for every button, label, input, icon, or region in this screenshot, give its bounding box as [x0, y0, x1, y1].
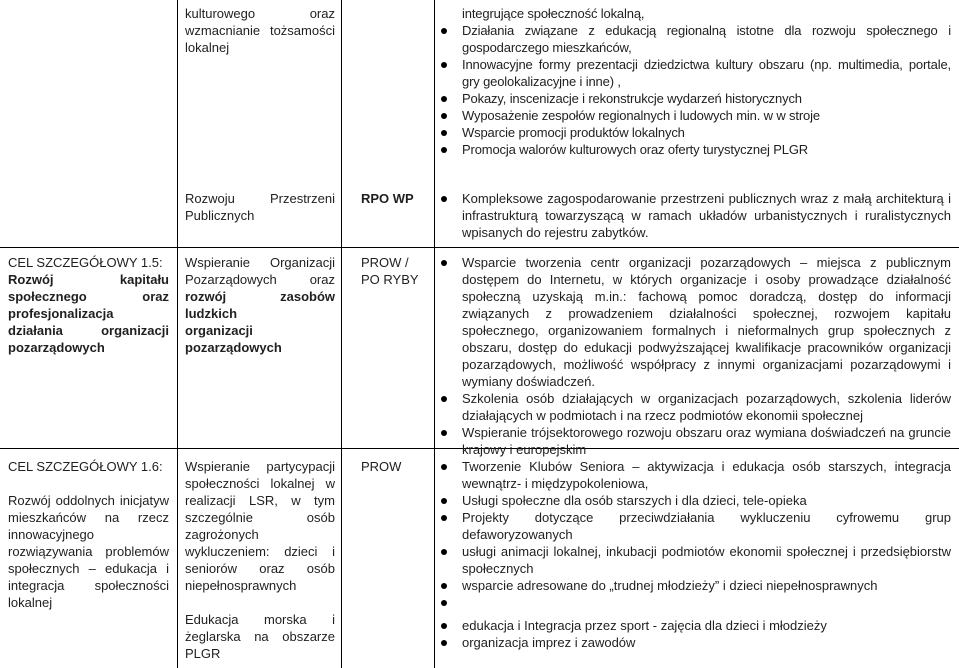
area-text: oraz	[309, 272, 335, 287]
list-item	[434, 634, 951, 651]
goal-text: Rozwój kapitału społecznego oraz profesjonalizacja działania organizacji pozarządowych	[8, 272, 169, 355]
area-text: LSR,	[248, 493, 278, 508]
bullet-icon	[441, 28, 447, 34]
bullet-icon	[441, 62, 447, 68]
action-text: Działania związane z edukacją regionalną istotne dla rozwoju społecznego i gospodarczego mieszkańców,	[462, 23, 951, 55]
bullet-icon	[441, 549, 447, 555]
program-label: RPO WP	[361, 191, 414, 206]
action-text: usługi animacji lokalnej, inkubacji podmiotów ekonomii społecznej i przedsiębiorstw społecznych	[462, 544, 951, 576]
bullet-icon	[441, 600, 447, 606]
bullet-icon	[441, 515, 447, 521]
area-text: szczególnie	[185, 510, 253, 525]
row4-area-cell	[185, 458, 335, 662]
area-text: Edukacja	[185, 612, 239, 627]
column-divider	[177, 0, 178, 668]
area-text: obszarze	[282, 629, 335, 644]
area-text: oraz	[259, 561, 285, 576]
program-label: PROW	[361, 459, 402, 474]
row4-actions-list	[434, 458, 951, 651]
goal-spacer	[8, 475, 169, 492]
bullet-icon	[441, 130, 447, 136]
action-text: Promocja walorów kulturowych oraz oferty turystycznej PLGR	[462, 142, 809, 157]
row2-program-cell	[361, 190, 431, 207]
goal-heading: CEL SZCZEGÓŁOWY 1.5:	[8, 255, 163, 270]
bullet-icon	[441, 147, 447, 153]
area-text: w	[291, 493, 301, 508]
area-text: żeglarska	[185, 629, 241, 644]
bullet-icon	[441, 583, 447, 589]
area-text: rozwój zasobów ludzkich	[185, 289, 335, 321]
bullet-icon	[441, 96, 447, 102]
row3-goal-cell	[8, 254, 169, 356]
area-text: partycypacji	[266, 459, 335, 474]
list-item	[434, 190, 951, 241]
list-item	[434, 56, 951, 90]
bullet-icon	[441, 498, 447, 504]
row3-program-cell	[361, 254, 429, 288]
area-text: Publicznych	[185, 208, 255, 223]
list-item	[434, 254, 951, 390]
area-text: Wspieranie	[185, 459, 251, 474]
action-text: organizacja imprez i zawodów	[462, 635, 636, 650]
row2-area-cell	[185, 190, 335, 224]
area-text: seniorów	[185, 561, 238, 576]
area-text: wzmacnianie	[185, 23, 261, 38]
action-text: Projekty dotyczące przeciwdziałania wykluczeniu cyfrowemu grup defaworyzowanych	[462, 510, 951, 542]
area-text: wykluczeniem:	[185, 544, 270, 559]
list-item	[434, 390, 951, 424]
action-text: Pokazy, inscenizacje i rekonstrukcje wydarzeń historycznych	[462, 91, 802, 106]
action-text: Wsparcie promocji produktów lokalnych	[462, 125, 685, 140]
action-text: wsparcie adresowane do „trudnej młodzieży” i dzieci niepełnosprawnych	[462, 578, 878, 593]
area-text: Pozarządowych	[185, 272, 277, 287]
bullet-icon	[441, 396, 447, 402]
list-item	[434, 543, 951, 577]
action-text: Innowacyjne formy prezentacji dziedzictwa kultury obszaru (np. multimedia, portale, gry geolokalizacyjne i inne) ,	[462, 57, 951, 89]
action-text: Usługi społeczne dla osób starszych i dla dzieci, tele-opieka	[462, 493, 807, 508]
list-item	[434, 594, 951, 611]
area-text: pozarządowych	[185, 340, 282, 355]
list-item	[434, 509, 951, 543]
area-text: PLGR	[185, 646, 221, 661]
area-text: w	[325, 476, 335, 491]
bullet-icon	[441, 640, 447, 646]
action-text: edukacja i Integracja przez sport - zajęcia dla dzieci i młodzieży	[462, 618, 827, 633]
bullet-icon	[441, 196, 447, 202]
list-item	[434, 107, 951, 124]
area-spacer	[185, 594, 335, 611]
area-text: tożsamości	[269, 23, 335, 38]
area-text: Organizacji	[269, 255, 335, 270]
bullet-icon	[441, 113, 447, 119]
bullet-icon	[441, 464, 447, 470]
list-item	[434, 124, 951, 141]
area-text: Wspieranie	[185, 255, 251, 270]
list-item	[434, 577, 951, 594]
area-text: organizacji	[185, 323, 253, 338]
area-text: lokalnej	[270, 476, 315, 491]
area-text: morska	[263, 612, 307, 627]
row2-actions-list	[434, 190, 951, 241]
column-divider	[341, 0, 342, 668]
action-text: Tworzenie Klubów Seniora – aktywizacja i edukacja osób starszych, integracja wewnątrz- i międzypokoleniowa,	[462, 459, 951, 491]
area-text: dzieci	[284, 544, 318, 559]
list-item	[434, 90, 951, 107]
list-item	[434, 458, 951, 492]
action-text: Szkolenia osób działających w organizacjach pozarządowych, szkolenia liderów działających w podmiotach i na rzecz podmiotów ekonomii społecznej	[462, 391, 951, 423]
area-text: tym	[314, 493, 335, 508]
row-divider	[0, 247, 959, 248]
program-label: PROW / PO RYBY	[361, 255, 419, 287]
area-text: oraz	[309, 6, 335, 21]
area-text: osób	[306, 510, 335, 525]
area-text: Rozwoju	[185, 191, 235, 206]
bullet-icon	[441, 623, 447, 629]
row4-program-cell	[361, 458, 429, 475]
list-item	[434, 5, 951, 22]
area-text: Przestrzeni	[269, 191, 335, 206]
row3-area-cell	[185, 254, 335, 356]
area-text: społeczności	[185, 476, 260, 491]
bullet-icon	[441, 260, 447, 266]
row1-actions-list	[434, 5, 951, 158]
area-text: i	[332, 612, 335, 627]
bullet-icon	[441, 430, 447, 436]
area-text: niepełnosprawnych	[185, 578, 297, 593]
area-text: lokalnej	[185, 40, 230, 55]
action-text: Wspieranie trójsektorowego rozwoju obszaru oraz wymiana doświadczeń na gruncie krajowy i europejskim	[462, 425, 951, 457]
area-text: na	[254, 629, 269, 644]
area-text: realizacji	[185, 493, 236, 508]
list-item	[434, 141, 951, 158]
area-text: osób	[306, 561, 335, 576]
action-text: integrujące społeczność lokalną,	[462, 6, 645, 21]
goal-text: Rozwój oddolnych inicjatyw mieszkańców na rzecz innowacyjnego rozwiązywania problemów społecznych – edukacja i integracja społeczności lokalnej	[8, 493, 169, 610]
action-text: Wsparcie tworzenia centr organizacji pozarządowych – miejsca z publicznym dostępem do Internetu, w których organizacje i osoby prowadzące działalność społeczną uzyskają m.in.: fachową pomoc doradczą, dostęp do informacji związanych z prowadzeniem działalności społecznej, rozwojem kapitału społecznego, organizowaniem formalnych i nieformalnych grup społecznych z obszaru, dostęp do edukacji podwyższającej kwalifikacje pracowników organizacji pozarządowych, możliwość współpracy z innymi organizacjami pozarządowymi i wymiany doświadczeń.	[462, 255, 951, 389]
area-text: kulturowego	[185, 6, 256, 21]
list-item	[434, 617, 951, 634]
area-text: zagrożonych	[185, 527, 259, 542]
action-text: Wyposażenie zespołów regionalnych i ludowych min. w w stroje	[462, 108, 820, 123]
row4-goal-cell	[8, 458, 169, 611]
list-item	[434, 424, 951, 458]
action-text: Kompleksowe zagospodarowanie przestrzeni publicznych wraz z małą architekturą i infrastrukturą towarzyszącą w ramach układów urbanistycznych i ruralistycznych wpisanych do rejestru zabytków.	[462, 191, 951, 240]
goal-heading: CEL SZCZEGÓŁOWY 1.6:	[8, 459, 163, 474]
area-text: i	[332, 544, 335, 559]
list-item	[434, 22, 951, 56]
row1-area-cell	[185, 5, 335, 56]
list-item	[434, 492, 951, 509]
row3-actions-list	[434, 254, 951, 458]
